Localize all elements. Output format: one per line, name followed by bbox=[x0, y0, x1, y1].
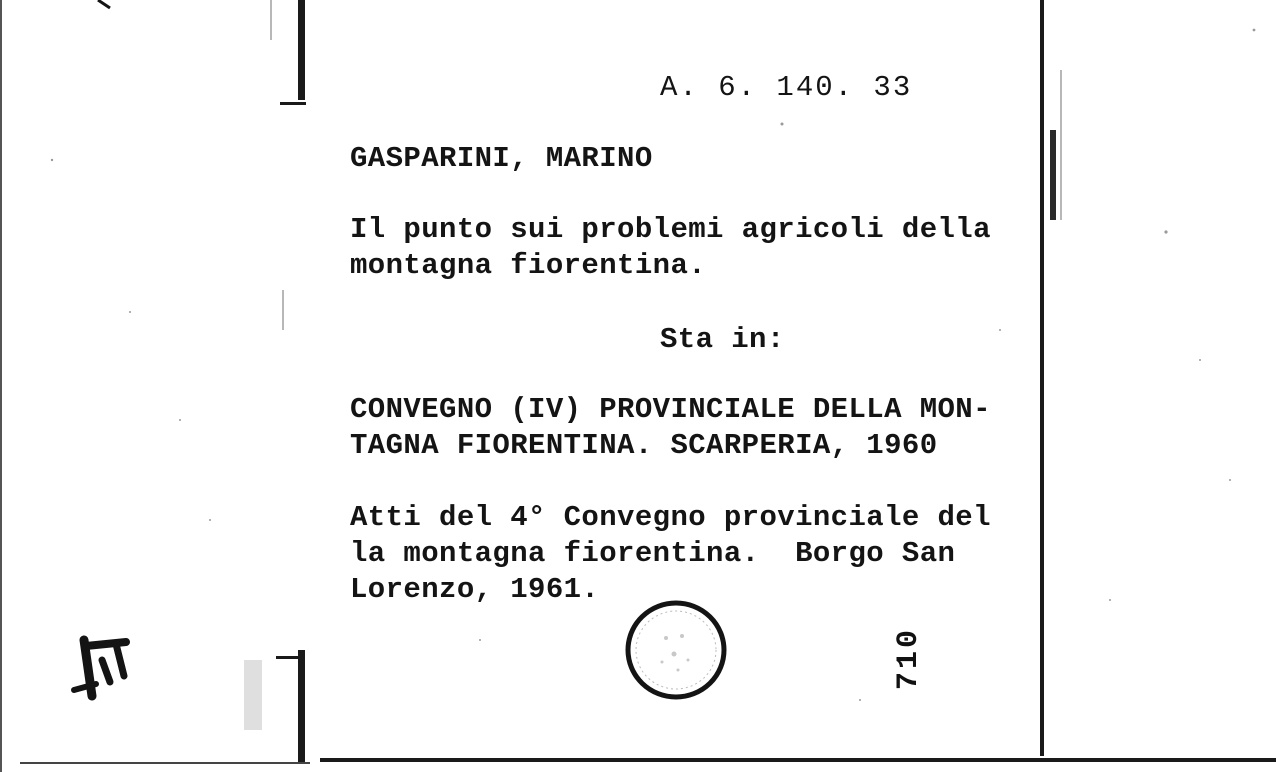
bottom-edge-line bbox=[320, 758, 1276, 762]
acts-line: Lorenzo, 1961. bbox=[350, 573, 600, 606]
far-left-line bbox=[0, 0, 2, 772]
stamp-number: 710 bbox=[892, 626, 926, 690]
right-edge-bracket bbox=[1050, 130, 1056, 220]
library-seal-stamp bbox=[622, 598, 730, 702]
tick-mark bbox=[280, 102, 306, 105]
acts-line: Atti del 4° Convegno provinciale del bbox=[350, 501, 991, 534]
left-edge-line-top bbox=[298, 0, 305, 100]
right-edge-line bbox=[1040, 0, 1044, 756]
acts-block bbox=[350, 500, 991, 608]
source-block bbox=[350, 392, 991, 464]
handwritten-mark bbox=[70, 632, 140, 702]
left-edge-line-bottom bbox=[298, 650, 305, 762]
title-block bbox=[350, 212, 991, 284]
bottom-edge-line-left bbox=[20, 762, 310, 764]
source-line: CONVEGNO (IV) PROVINCIALE DELLA MON- bbox=[350, 393, 991, 426]
title-line: montagna fiorentina. bbox=[350, 249, 707, 282]
title-line: Il punto sui problemi agricoli della bbox=[350, 213, 991, 246]
source-line: TAGNA FIORENTINA. SCARPERIA, 1960 bbox=[350, 429, 938, 462]
acts-line: la montagna fiorentina. Borgo San bbox=[350, 537, 956, 570]
sta-in-label: Sta in: bbox=[660, 323, 785, 356]
pen-stroke bbox=[96, 0, 116, 10]
tick-mark-lower bbox=[276, 656, 304, 659]
author-heading: GASPARINI, MARINO bbox=[350, 142, 653, 175]
shelfmark: A. 6. 140. 33 bbox=[660, 71, 913, 104]
